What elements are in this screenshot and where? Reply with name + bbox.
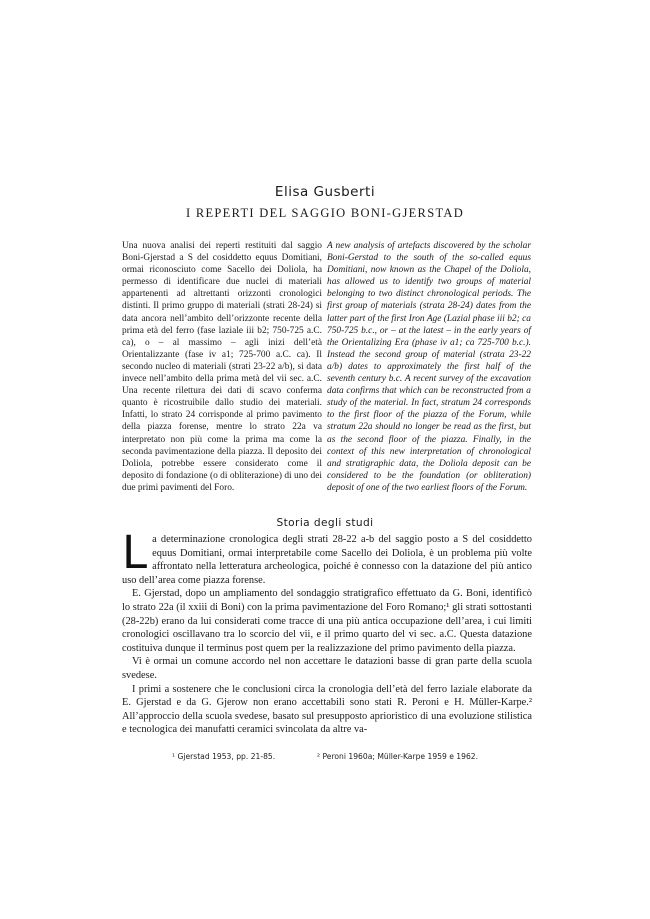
footnote-2: ² Peroni 1960a; Müller-Karpe 1959 e 1962. <box>317 752 479 761</box>
section-heading: Storia degli studi <box>276 517 374 529</box>
drop-cap: L <box>122 526 148 579</box>
abstract-english-text: A new analysis of artefacts discovered by the scholar Boni-Gerstad to the south of the so-called equus Domitiani, now known as the Chapel of the Doliola, has allowed us to identify two groups of material belonging to two distinct chronological periods. The first group of materials (strata 28-24) dates from the latter part of the first Iron Age (Lazial phase iii b2; ca 750-725 b.c., or – at the latest – in the early years of the Orientalizing Era (phase iv a1; ca 725-700 b.c.). Instead the second group of material (strata 23-22 a/b) dates to approximately the first half of the seventh century b.c. A recent survey of the excavation data confirms that which can be reconstructed from a study of the material. In fact, stratum 24 corresponds to the first floor of the piazza of the Forum, while stratum 22a should no longer be read as the first, but as the second floor of the piazza. Finally, in the context of this new interpretation of chronological and stratigraphic data, the Doliola deposit can be considered to be the foundation (or obliteration) deposit of one of the two earliest floors of the Forum. <box>327 241 531 493</box>
paragraph-3: Vi è ormai un comune accordo nel non accettare le datazioni basse di gran parte della scuola svedese. <box>122 656 532 681</box>
paragraph-4: I primi a sostenere che le conclusioni circa la cronologia dell’età del ferro laziale elaborate da E. Gjerstad e da G. Gjerow non erano accettabili sono stati R. Peroni e H. Müller-Karpe.² All’approccio della scuola svedese, basato sul presupposto aprioristico di una evoluzione stilistica e tecnologica dei manufatti ceramici svincolata da altre va- <box>122 683 532 736</box>
footnote-1: ¹ Gjerstad 1953, pp. 21-85. <box>172 752 276 761</box>
body-text <box>122 526 532 737</box>
abstract-italian <box>122 240 322 494</box>
abstract-english <box>327 240 531 494</box>
article-title: I REPERTI DEL SAGGIO BONI-GJERSTAD <box>185 206 465 220</box>
abstract-italian-text: Una nuova analisi dei reperti restituiti dal saggio Boni-Gjerstad a S del cosiddetto equus Domitiani, ormai riconosciuto come Sacello dei Doliola, ha permesso di identificare due nuclei di materiali appartenenti ad altrettanti orizzonti cronologici distinti. Il primo gruppo di materiali (strati 28-24) si data ancora nell’ambito dell’orizzonte recente della prima età del ferro (fase laziale iii b2; 750-725 a.C. ca), o – al massimo – agli inizi dell’età Orientalizzante (fase iv a1; 725-700 a.C. ca). Il secondo nucleo di materiali (strati 23-22 a/b), si data invece nell’ambito della prima metà del vii sec. a.C. Una recente rilettura dei dati di scavo conferma quanto è ricostruibile dallo studio dei materiali. Infatti, lo strato 24 corrisponde al primo pavimento della piazza forense, mentre lo strato 22a va interpretato non più come la prima ma come la seconda pavimentazione della piazza. Il deposito dei Doliola, potrebbe essere considerato come il deposito di fondazione (o di obliterazione) di uno dei due primi pavimenti del Foro. <box>122 241 322 493</box>
paragraph-1-text: a determinazione cronologica degli strati 28-22 a-b del saggio posto a S del cosiddetto equus Domitiani, ormai interpretabile come Sacello dei Doliola, è un problema più volte affrontato nella letteratura archeologica, poiché è connesso con la datazione del più antico uso dell’area come piazza forense. <box>122 534 532 586</box>
paragraph-1 <box>122 526 532 587</box>
author-name: Elisa Gusberti <box>274 184 376 200</box>
paragraph-2: E. Gjerstad, dopo un ampliamento del sondaggio stratigrafico effettuato da G. Boni, identificò lo strato 22a (il xxiii di Boni) con la prima pavimentazione del Foro Romano;¹ gli strati sottostanti (28-22b) erano da lui considerati come tracce di una più antica occupazione dell’area, i cui limiti cronologici oscillavano tra lo scorcio del vii, e il primo quarto del vi sec. a.C. Questa datazione costituiva dunque il terminus post quem per la realizzazione del primo pavimento della piazza. <box>122 588 532 654</box>
